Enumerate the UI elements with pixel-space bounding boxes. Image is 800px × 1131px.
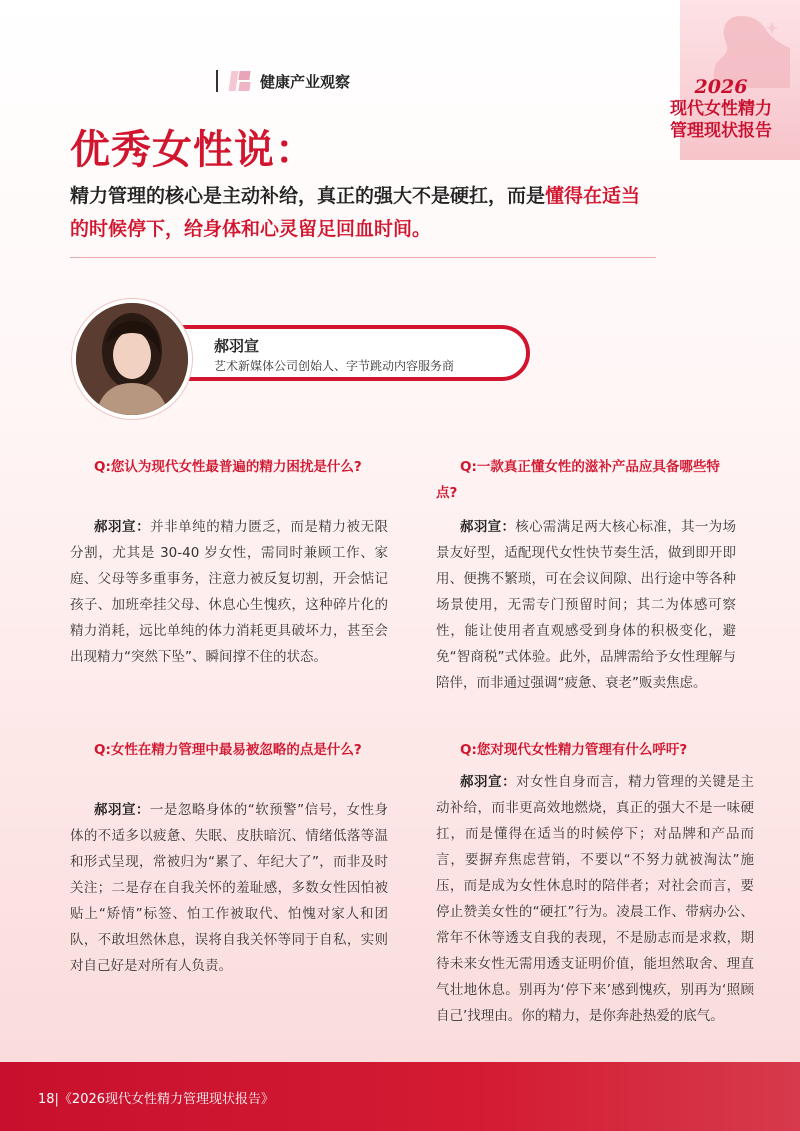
lead-highlight1: 懂得在适当 <box>545 185 641 207</box>
badge-line1: 现代女性精力 <box>670 99 772 119</box>
report-badge <box>600 0 800 160</box>
badge-year: 2026 <box>694 76 748 98</box>
answer-4-speaker: 郝羽宣： <box>460 774 517 790</box>
answer-1 <box>70 514 388 670</box>
avatar <box>72 299 192 419</box>
answer-3 <box>70 797 388 979</box>
lead-part1: 精力管理的核心是主动补给，真正的强大不是硬扛，而是 <box>70 185 546 207</box>
profile-title: 艺术新媒体公司创始人、字节跳动内容服务商 <box>214 359 455 373</box>
brand-logo-icon <box>230 71 252 91</box>
question-1: Q:您认为现代女性最普遍的精力困扰是什么? <box>94 459 362 475</box>
section-label: 健康产业观察 <box>260 72 351 91</box>
answer-1-text: 并非单纯的精力匮乏，而是精力被无限分割，尤其是 30-40 岁女性，需同时兼顾工作、家庭、父母等多重事务，注意力被反复切割，开会惦记孩子、加班牵挂父母、休息心生愧疚，这种碎片化的精力消耗，远比单纯的体力消耗更具破坏力，甚至会出现精力“突然下坠”、瞬间撑不住的状态。 <box>70 519 389 665</box>
footer-page-label: 18|《2026现代女性精力管理现状报告》 <box>38 1092 275 1107</box>
answer-3-speaker: 郝羽宣： <box>94 802 150 818</box>
portrait-icon <box>76 303 188 415</box>
section-header <box>216 70 350 92</box>
badge-line2: 管理现状报告 <box>670 121 772 141</box>
answer-3-text: 一是忽略身体的“软预警”信号，女性身体的不适多以疲惫、失眠、皮肤暗沉、情绪低落等温和形式呈现，常被归为“累了、年纪大了”，而非及时关注；二是存在自我关怀的羞耻感，多数女性因怕被贴上“矫情”标签、怕工作被取代、怕愧对家人和团队，不敢坦然休息，误将自我关怀等同于自私，实则对自己好是对所有人负责。 <box>70 802 388 974</box>
profile-name: 郝羽宣 <box>214 337 260 355</box>
page-title: 优秀女性说： <box>70 127 316 173</box>
answer-1-speaker: 郝羽宣： <box>94 519 151 535</box>
answer-4-text: 对女性自身而言，精力管理的关键是主动补给，而非更高效地燃烧，真正的强大不是一味硬扛，而是懂得在适当的时候停下；对品牌和产品而言，要摒弃焦虑营销，不要以“不努力就被淘汰”施压，而是成为女性休息时的陪伴者；对社会而言，要停止赞美女性的“硬扛”行为。凌晨工作、带病办公、常年不休等透支自我的表现，不是励志而是求救，期待未来女性无需用透支证明价值，能坦然取舍、理直气壮地休息。别再为‘停下来’感到愧疚，别再为‘照顾自己’找理由。你的精力，是你奔赴热爱的底气。 <box>436 774 755 1024</box>
answer-4 <box>436 769 754 1029</box>
answer-2-text: 核心需满足两大核心标准，其一为场景友好型，适配现代女性快节奏生活，做到即开即用、便携不繁琐，可在会议间隙、出行途中等各种场景使用，无需专门预留时间；其二为体感可察性，能让使用者直观感受到身体的积极变化，避免“智商税”式体验。此外，品牌需给予女性理解与陪伴，而非通过强调“疲惫、衰老”贩卖焦虑。 <box>436 519 737 691</box>
answer-2-speaker: 郝羽宣： <box>460 519 516 535</box>
question-3: Q:女性在精力管理中最易被忽略的点是什么? <box>94 742 362 758</box>
question-2: Q:一款真正懂女性的滋补产品应具备哪些特点? <box>436 459 720 501</box>
divider <box>70 257 656 258</box>
badge-text <box>670 76 772 142</box>
lead-highlight2: 的时候停下，给身体和心灵留足回血时间。 <box>70 218 432 240</box>
lead-quote <box>70 180 690 246</box>
answer-2 <box>436 514 736 696</box>
question-4: Q:您对现代女性精力管理有什么呼吁? <box>460 742 688 758</box>
